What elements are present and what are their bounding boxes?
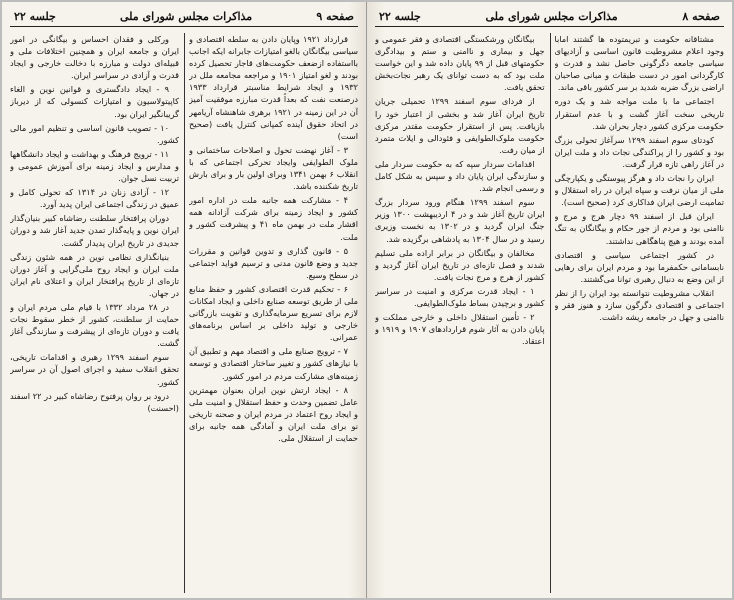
right-page-session: جلسه ۲۲ [379, 9, 421, 23]
paragraph: در ۲۸ مرداد ۱۳۳۲ با قیام ملی مردم ایران و حمایت از سلطنت، کشور از خطر سقوط نجات یافت و دوران تازه‌ای از پیشرفت و سازندگی آغاز گشت. [10, 301, 179, 349]
paragraph: از فردای سوم اسفند ۱۲۹۹ تحمیلی جریان تاریخ ایران آغاز شد و بخشی از اعتبار خود را بازیافت. پس از استقرار حکومت مقتدر مرکزی حکومت ملوک‌الطوایفی و فئودالی و ایلات متمرد از میان رفت. [375, 96, 545, 155]
paragraph: ۵ - قانون گذاری و تدوین قوانین و مقررات جدید و وضع قانون مدنی و ترسیم فواید اجتماعی در سطح وسیع. [189, 245, 358, 280]
paragraph: بیگانگان ورشکستگی اقتصادی و فقر عمومی و جهل و بیماری و ناامنی و ستم و بیدادگری حکومتهای قبل از ۹۹ پایان داده شد و این خواست ملت بود که به دست توانای یک رهبر نجات‌بخش تحقق یافت. [375, 34, 545, 93]
left-page-column-left [10, 33, 179, 593]
column-divider [184, 33, 185, 593]
right-page-column-right [555, 33, 725, 593]
paragraph: ۱۰ - تصویب قانون اساسی و تنظیم امور مالی کشور. [10, 122, 179, 145]
left-page [2, 2, 367, 598]
paragraph: اقدامات سردار سپه که به حکومت سردار ملی و سازندگی ایران پایان داد و سپس به شکل کامل و رسمی انجام شد. [375, 158, 545, 194]
paragraph: ۳ - آغاز نهضت تحول و اصلاحات ساختمانی و ملوک الطوایفی وایجاد تحرکی اجتماعی که با انقلاب ۶ بهمن ۱۳۴۱ وبرای اولین بار و برای بارش تاریخ شکننده باشد. [189, 144, 358, 192]
paragraph: سوم اسفند ۱۲۹۹ هنگام ورود سردار بزرگ ایران تاریخ آغاز شد و در ۴ اردیبهشت ۱۳۰۰ وزیر جنگ ایران گردید و در ۱۳۰۲ به نخست وزیری رسید و در سال ۱۳۰۴ به پادشاهی برگزیده شد. [375, 197, 545, 244]
left-page-column-right [189, 33, 358, 593]
left-page-title: مذاکرات مجلس شورای ملی [120, 9, 253, 23]
paragraph: ایران را نجات داد و هرگز پیوستگی و یکپارچگی ملی از میان نرفت و سپاه ایران در راه استقلال و تمامیت ارضی ایران فداکاری کرد (صحیح است). [554, 173, 724, 208]
left-page-header [10, 6, 358, 27]
right-page [367, 2, 732, 598]
right-page-number: صفحه ۸ [682, 9, 720, 23]
paragraph: انقلاب مشروطیت نتوانسته بود ایران را از نظر اجتماعی و اقتصادی دگرگون سازد و هنوز فقر و ناامنی و جهل در جامعه ریشه داشت. [554, 287, 724, 323]
paragraph: ۱۱ - ترویج فرهنگ و بهداشت و ایجاد دانشگاهها و مدارس و ایجاد زمینه برای آموزش عمومی و تربیت نسل جوان. [10, 148, 179, 184]
paragraph: دوران پرافتخار سلطنت رضاشاه کبیر بنیان‌گذار ایران نوین و پایه‌گذار تمدن جدید آغاز شد و دوران جدیدی در تاریخ ایران پدیدار گشت. [10, 213, 179, 248]
paragraph: اجتماعی ما با ملت مواجه شد و یک دوره تاریخی سخت آغاز گشت و با عدم استقرار حکومت مرکزی کشور دچار بحران شد. [554, 96, 724, 131]
column-divider [550, 33, 551, 593]
paragraph: ۹ - ایجاد دادگستری و قوانین نوین و الغاء کاپیتولاسیون و امتیازات کنسولی که از دیرباز گریبانگیر ایران بود. [10, 84, 179, 119]
paragraph: بنیانگذاری نظامی نوین در همه شئون زندگی ملت ایران و ایجاد روح ملی‌گرایی و آغاز دوران تازه‌ای از تاریخ پرافتخار ایران و اعتلای نام ایران در جهان. [10, 251, 179, 298]
left-page-session: جلسه ۲۲ [14, 9, 56, 23]
paragraph: در کشور اجتماعی سیاسی و اقتصادی نابسامانی حکمفرما بود و مردم ایران برای رهایی از این وضع به دنبال رهبری توانا می‌گشتند. [554, 249, 724, 284]
book-spread [2, 2, 732, 598]
paragraph: سوم اسفند ۱۲۹۹ رهبری و اقدامات تاریخی، تحقق انقلاب سفید و اجرای اصول آن در سراسر کشور. [10, 352, 179, 387]
paragraph: مخالفان و بیگانگان در برابر اراده ملی تسلیم شدند و فصل تازه‌ای در تاریخ ایران آغاز گردید و کشور از هرج و مرج نجات یافت. [375, 247, 545, 282]
right-page-column-left [375, 33, 545, 593]
paragraph: ورکلی و فقدان احساس و بیگانگی در امور ایران و جامعه ایران و همچنین اختلافات ملی و قبیله‌ای دولت و مبارزه با دخالت خارجی و ایجاد قدرت و آزادی در سراسر ایران. [10, 34, 179, 81]
left-page-columns [10, 33, 358, 593]
paragraph: کودتای سوم اسفند ۱۲۹۹ سرآغاز تحولی بزرگ بود و کشور را از پراکندگی نجات داد و ملت ایران در آغاز راهی تازه قرار گرفت. [554, 134, 724, 169]
paragraph: ۶ - تحکیم قدرت اقتصادی کشور و حفظ منابع ملی از طریق توسعه صنایع داخلی و ایجاد امکانات لازم برای تسریع سرمایه‌گذاری و تقویت بازرگانی خارجی و تولید داخلی بر اساس برنامه‌های عمرانی. [189, 283, 358, 343]
paragraph: ۱ - ایجاد قدرت مرکزی و امنیت در سراسر کشور و برچیدن بساط ملوک‌الطوایفی. [375, 285, 545, 308]
paragraph: ایران قبل از اسفند ۹۹ دچار هرج و مرج و ناامنی بود و مردم از جور حکام و بیگانگان به تنگ آمده بودند و هیچ پناهگاهی نداشتند. [554, 211, 724, 246]
paragraph: ۲ - تأمین استقلال داخلی و خارجی مملکت و پایان دادن به آثار شوم قراردادهای ۱۹۰۷ و ۱۹۱۹ و اعتقاد. [375, 312, 545, 347]
right-page-header [375, 6, 724, 27]
paragraph: مشتاقانه حکومت و تبریمتوده ها گشتند امابا وجود اعلام مشروطیت قانون اساسی و آزادیهای سیاسی جامعه دگرگونی حاصل نشد و قدرت و کارگردانی امور در دست طبقات و مبانی صاحبان اراضی بزرگ ضربه شدید بر سر کشور باقی ماند. [554, 34, 724, 93]
right-page-columns [375, 33, 724, 593]
paragraph: ۷ - ترویج صنایع ملی و اقتصاد مهم و تطبیق آن با نیازهای کشور و تغییر ساختار اقتصادی و توسعه زمینه‌های مشارکت مردم در امور کشور. [189, 346, 358, 381]
paragraph: ۸ - ایجاد ارتش نوین ایران بعنوان مهمترین عامل تضمین وحدت و حفظ استقلال و امنیت ملی و ایجاد روح اعتماد در مردم ایران و صحنه تاریخی نو برای ملت ایران و آمادگی همه جانبه برای حمایت از استقلال ملی. [189, 384, 358, 443]
paragraph: درود بر روان پرفتوح رضاشاه کبیر در ۲۲ اسفند (احسنت) [10, 390, 179, 413]
paragraph: ۱۲ - آزادی زنان در ۱۳۱۴ که تحولی کامل و عمیق در زندگی اجتماعی ایران پدید آورد. [10, 187, 179, 210]
left-page-number: صفحه ۹ [316, 9, 354, 23]
paragraph: ۴ - مشارکت همه جانبه ملت در اداره امور کشور و ایجاد زمینه برای شرکت آزادانه همه اقشار ملت در بهمن ماه ۴۱ و پیشرفت کشور و ملت. [189, 195, 358, 242]
paragraph: قرارداد ۱۹۲۱ وپایان دادن به سلطه اقتصادی و سیاسی بیگانگان بالغو امتیازات جابرانه ایکه اجانب بااستفاده ازضعف حکومت‌های قاجار تحصیل کرده بودند و لغو امتیاز ۱۹۰۱ و مراجعه مجامعه ملل در ۱۹۳۲ و ایجاد شرایط مناسبتر قرارداد ۱۹۳۳ درصنعت نفت که بعداً قدرت مبارزه موفقیت آمیز آن در این زمینه در ۱۹۲۱ برهری شاهنشاه آریامهر در اتحاد حقوق آینده کمپانی کنترل یافت (صحیح است) [189, 34, 358, 141]
right-page-title: مذاکرات مجلس شورای ملی [485, 9, 618, 23]
